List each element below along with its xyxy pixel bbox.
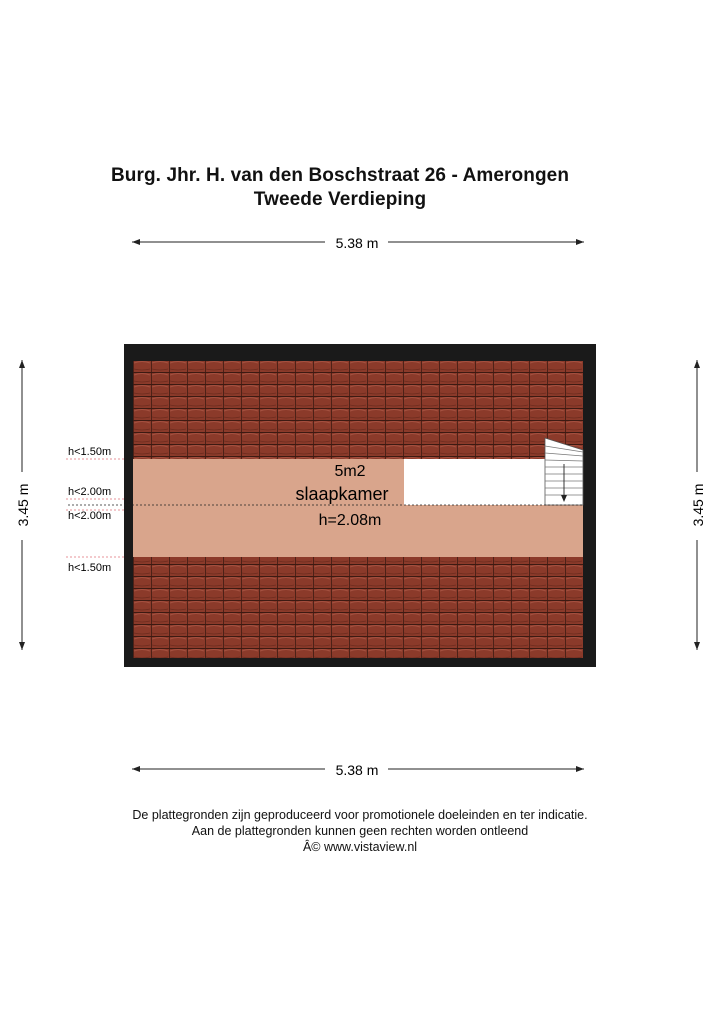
- marker-upper-low: h<1.50m: [68, 446, 112, 458]
- roof-slope-upper: [133, 361, 583, 459]
- copyright-line: Â© www.vistaview.nl: [302, 840, 418, 854]
- floor-title: Tweede Verdieping: [253, 189, 427, 210]
- right-depth-label: 3.45 m: [690, 483, 706, 527]
- disclaimer-line-2: Aan de plattegronden kunnen geen rechten worden ontleend: [191, 824, 529, 838]
- staircase: [545, 438, 583, 505]
- disclaimer-line-1: De plattegronden zijn geproduceerd voor promotionele doeleinden en ter indicatie.: [132, 808, 588, 822]
- room-area: 5m2: [334, 463, 366, 480]
- roof-slope-lower: [133, 557, 583, 658]
- height-markers: [66, 446, 124, 574]
- top-width-label: 5.38 m: [335, 235, 379, 251]
- marker-lower-mid: h<2.00m: [68, 510, 112, 522]
- room-height: h=2.08m: [318, 512, 382, 529]
- stair-void: [404, 459, 545, 505]
- address-title: Burg. Jhr. H. van den Boschstraat 26 - Amerongen: [110, 165, 570, 186]
- right-dimension: [690, 360, 706, 650]
- left-dimension: [15, 360, 31, 650]
- marker-lower-low: h<1.50m: [68, 562, 112, 574]
- bottom-width-label: 5.38 m: [335, 762, 379, 778]
- marker-upper-mid: h<2.00m: [68, 486, 112, 498]
- bottom-dimension: [132, 762, 584, 778]
- left-depth-label: 3.45 m: [15, 483, 31, 527]
- room-name: slaapkamer: [295, 484, 389, 504]
- top-dimension: [132, 235, 584, 251]
